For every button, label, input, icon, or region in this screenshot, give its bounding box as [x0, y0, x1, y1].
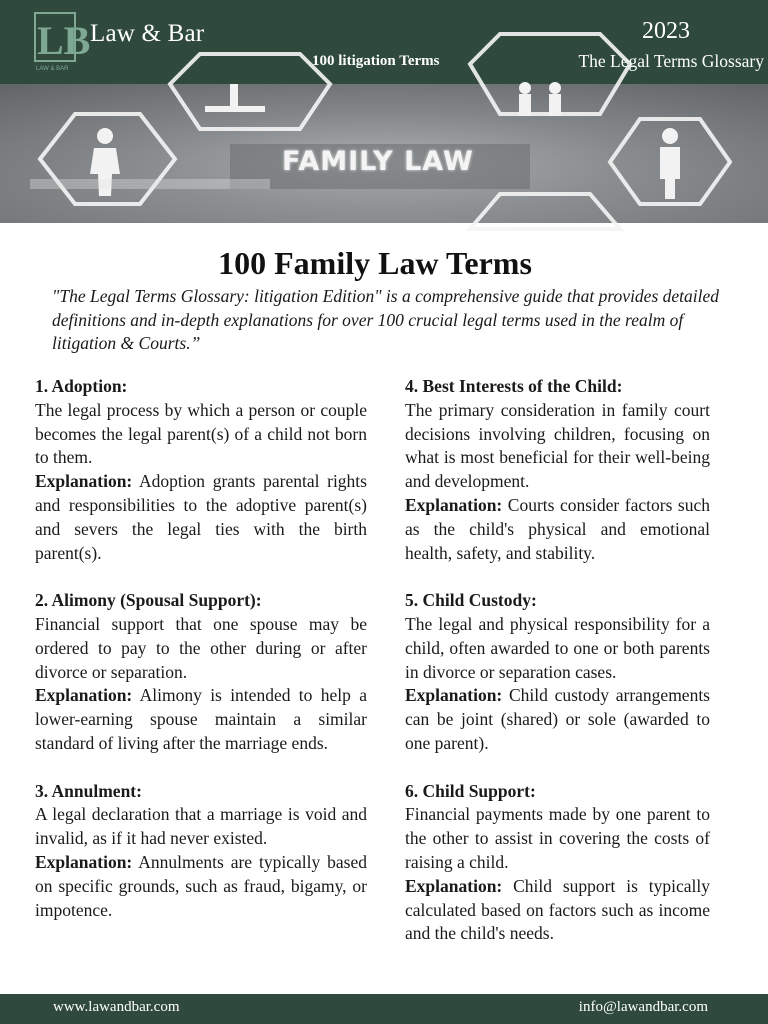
logo-caption: LAW & BAR [36, 66, 69, 72]
term-explanation [405, 684, 710, 755]
term-title: 1. Adoption: [35, 376, 128, 396]
explanation-text: Adoption grants parental rights and responsibilities to the adoptive parent(s) and severs the legal ties with the birth parent(s). [35, 471, 367, 563]
term-title: 4. Best Interests of the Child: [405, 376, 623, 396]
term-definition: Financial support that one spouse may be ordered to pay to the other during or after divorce or separation. [35, 613, 367, 682]
intro-paragraph: "The Legal Terms Glossary: litigation Edition" is a comprehensive guide that provides detailed definitions and in-depth explanations for over 100 crucial legal terms used in the realm of litigation & Courts.” [52, 286, 720, 353]
explanation-text: Child support is typically calculated based on factors such as income and the child's needs. [405, 875, 710, 944]
explanation-text: Alimony is intended to help a lower-earning spouse maintain a similar standard of living after the marriage ends. [35, 685, 367, 753]
term-definition: The legal and physical responsibility for a child, often awarded to one or both parents in divorce or separation cases. [405, 613, 710, 682]
term-definition: The legal process by which a person or couple becomes the legal parent(s) of a child not born to them. [35, 399, 367, 468]
terms-column-right [405, 375, 710, 970]
banner-family-law-text: FAMILY LAW [282, 146, 474, 177]
explanation-label: Explanation: [35, 685, 133, 706]
term-explanation [35, 684, 367, 755]
term-entry [405, 375, 710, 565]
terms-column-left [35, 375, 367, 946]
explanation-label: Explanation: [405, 494, 503, 515]
term-entry [405, 589, 710, 756]
term-entry [35, 375, 367, 565]
term-explanation [35, 470, 367, 565]
header-bar [0, 0, 768, 84]
term-definition: A legal declaration that a marriage is void and invalid, as if it had never existed. [35, 804, 367, 849]
term-entry [35, 589, 367, 756]
term-title: 5. Child Custody: [405, 590, 537, 611]
family-law-banner [0, 84, 768, 223]
footer-bar [0, 994, 768, 1024]
header-subtitle: 100 litigation Terms [312, 53, 440, 69]
explanation-label: Explanation: [35, 471, 133, 492]
term-explanation [405, 494, 710, 565]
term-title: 6. Child Support: [405, 780, 536, 801]
logo-letter-l: LB [37, 18, 91, 63]
explanation-label: Explanation: [405, 875, 503, 896]
header-year: 2023 [642, 18, 690, 44]
page-title: 100 Family Law Terms [218, 245, 532, 281]
term-explanation [35, 851, 367, 922]
law-and-bar-logo [34, 12, 91, 74]
brand-name: Law & Bar [90, 20, 205, 47]
explanation-label: Explanation: [35, 851, 133, 872]
glossary-title: The Legal Terms Glossary [578, 51, 764, 71]
footer-email-link[interactable]: info@lawandbar.com [578, 999, 708, 1015]
explanation-text: Annulments are typically based on specific grounds, such as fraud, bigamy, or impotence. [35, 851, 367, 920]
term-title: 3. Annulment: [35, 780, 142, 801]
explanation-text: Child custody arrangements can be joint (shared) or sole (awarded to one parent). [405, 685, 710, 753]
explanation-label: Explanation: [405, 685, 503, 706]
term-entry [35, 780, 367, 923]
term-explanation [405, 875, 710, 946]
term-definition: Financial payments made by one parent to the other to assist in covering the costs of raising a child. [405, 804, 710, 872]
term-title: 2. Alimony (Spousal Support): [35, 590, 262, 611]
footer-website-link[interactable]: www.lawandbar.com [53, 999, 180, 1015]
term-entry [405, 780, 710, 947]
term-definition: The primary consideration in family court decisions involving children, focusing on what is most beneficial for their well-being and development. [405, 399, 710, 492]
explanation-text: Courts consider factors such as the child's physical and emotional health, safety, and stability. [405, 494, 710, 563]
